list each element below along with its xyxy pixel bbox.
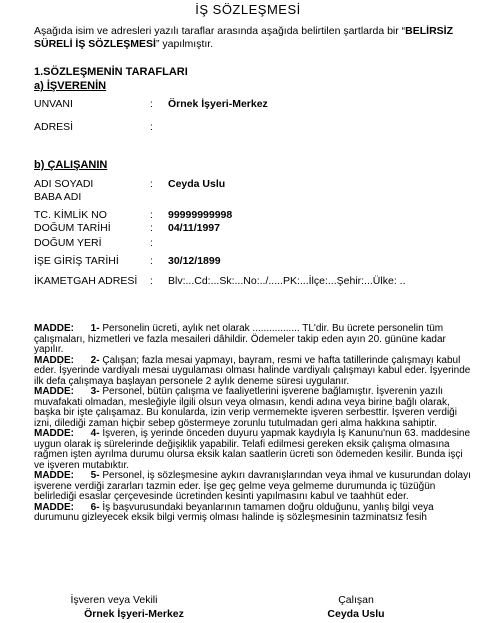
employee-birthdate-value: 04/11/1997: [168, 222, 220, 234]
articles-block: [34, 324, 474, 524]
article-1: [34, 324, 474, 356]
employee-id-colon: :: [150, 209, 153, 221]
article-3: [34, 387, 474, 429]
article-number: 3-: [90, 386, 100, 397]
employee-startdate-colon: :: [150, 255, 153, 267]
employer-signature-title: İşveren veya Vekili: [70, 594, 158, 606]
employee-name-value: Ceyda Uslu: [168, 178, 226, 190]
employer-address-label: ADRESİ: [34, 121, 74, 133]
employee-birthdate-colon: :: [150, 222, 153, 234]
employer-title-label: UNVANI: [34, 98, 73, 110]
intro-paragraph: [34, 25, 464, 51]
article-number: 4-: [90, 428, 100, 439]
article-text: Çalışan; fazla mesai yapmayı, bayram, resmi ve hafta tatillerinde çalışmayı kabul eder. İşyerinde vardiyalı mesai uygulaması olması halinde vardiyalı çalışmayı kabul eder. İşyerinde ilk defa çalışmaya başlayan personele 2 aylık deneme süresi uygulanır.: [34, 354, 471, 387]
employee-name-colon: :: [150, 178, 153, 190]
employer-signature-name: Örnek İşyeri-Merkez: [84, 608, 184, 620]
employee-address-colon: :: [150, 275, 153, 287]
article-label: MADDE:: [34, 428, 74, 439]
article-label: MADDE:: [34, 470, 74, 481]
employee-signature-name: Ceyda Uslu: [327, 608, 385, 620]
employee-name-label: ADI SOYADI: [34, 178, 94, 190]
article-text: Personel, bütün çalışma ve faaliyetlerini işverene bağlamıştır. İşverenin yazılı muvafakati olmadan, mesleğiyle ilgili olsun veya olmasın, kendi adına veya birine bağlı olarak, başka bir işte çalışamaz. Bu konularda, izin verip vermemekte işveren serbesttir. İşveren verdiği izni, dilediği zaman hiçbir sebep göstermeye zorunlu tutulmadan geri alma hakkına sahiptir.: [34, 386, 457, 429]
employee-birthdate-label: DOĞUM TARİHİ: [34, 222, 111, 234]
article-4: [34, 429, 474, 471]
article-text: Personel, iş sözleşmesine aykırı davranışlarından veya ihmal ve kusurundan dolayı işverene verdiği zararları tazmin eder. İşe geç gelme veya gelmeme durumunda iç tüzüğün belirlediği esaslar çerçevesinde ücretinden kesinti yapılmasını kabul ve taahhüt eder.: [34, 470, 471, 502]
employee-startdate-value: 30/12/1899: [168, 255, 221, 267]
article-label: MADDE:: [34, 354, 74, 366]
article-label: MADDE:: [34, 323, 74, 334]
employee-signature-title: Çalışan: [338, 594, 374, 606]
article-number: 5-: [90, 470, 100, 481]
intro-contract-type: BELİRSİZ SÜRELİ İŞ SÖZLEŞMESİ: [34, 25, 454, 50]
article-text: Personelin ücreti, aylık net olarak ................. TL'dir. Bu ücrete personelin tüm çalışmaları, hizmetleri ve fazla mesaileri dâhildir. Ödemeler takip eden ayın 20. gününe kadar yapılır.: [34, 323, 446, 355]
article-number: 6-: [90, 501, 100, 513]
employer-heading: a) İŞVERENİN: [34, 80, 107, 92]
article-2: [34, 356, 474, 388]
employer-title-colon: :: [150, 98, 153, 110]
employee-address-value: Blv:...Cd:...Sk:...No:../.....PK:...İlçe:...Şehir:...Ülke: ..: [168, 275, 406, 287]
section-parties-heading: 1.SÖZLEŞMENİN TARAFLARI: [34, 66, 188, 78]
article-text: İşveren, iş yerinde önceden duyuru yapmak kaydıyla İş Kanunu'nun 63. maddesine uygun olarak iş sürelerinde değişiklik yapabilir. Telafi edilmesi gereken eksik çalışma olmasına rağmen işten ayrılma durumu olursa eksik kalan saatlerin ücreti son ödemeden kesilir. Bunda işçi ve işveren mutabıktır.: [34, 428, 471, 471]
article-label: MADDE:: [34, 501, 74, 513]
employee-startdate-label: İŞE GİRİŞ TARİHİ: [34, 255, 119, 267]
employee-heading: b) ÇALIŞANIN: [34, 159, 108, 171]
document-title: İŞ SÖZLEŞMESİ: [195, 2, 301, 17]
article-text: İş başvurusundaki beyanlarının tamamen doğru olduğunu, yanlış bilgi veya durumunu gizleyecek eksik bilgi vermiş olması halinde iş sözleşmesinin tazminatsız fesih: [34, 501, 434, 523]
employee-address-label: İKAMETGAH ADRESİ: [34, 275, 138, 287]
employee-birthplace-label: DOĞUM YERİ: [34, 237, 102, 249]
article-5: [34, 471, 474, 503]
employer-title-value: Örnek İşyeri-Merkez: [168, 98, 268, 110]
employee-father-label: BABA ADI: [34, 191, 82, 203]
article-label: MADDE:: [34, 386, 74, 397]
article-number: 2-: [90, 354, 100, 366]
article-number: 1-: [90, 323, 100, 334]
employee-birthplace-colon: :: [150, 237, 153, 249]
intro-before: Aşağıda isim ve adresleri yazılı taraflar arasında aşağıda belirtilen şartlarda bir “: [34, 25, 406, 37]
article-6: [34, 503, 474, 524]
employer-address-colon: :: [150, 121, 153, 133]
employee-id-value: 99999999998: [168, 209, 233, 221]
intro-after: ” yapılmıştır.: [155, 38, 214, 50]
employee-id-label: TC. KİMLİK NO: [34, 209, 107, 221]
